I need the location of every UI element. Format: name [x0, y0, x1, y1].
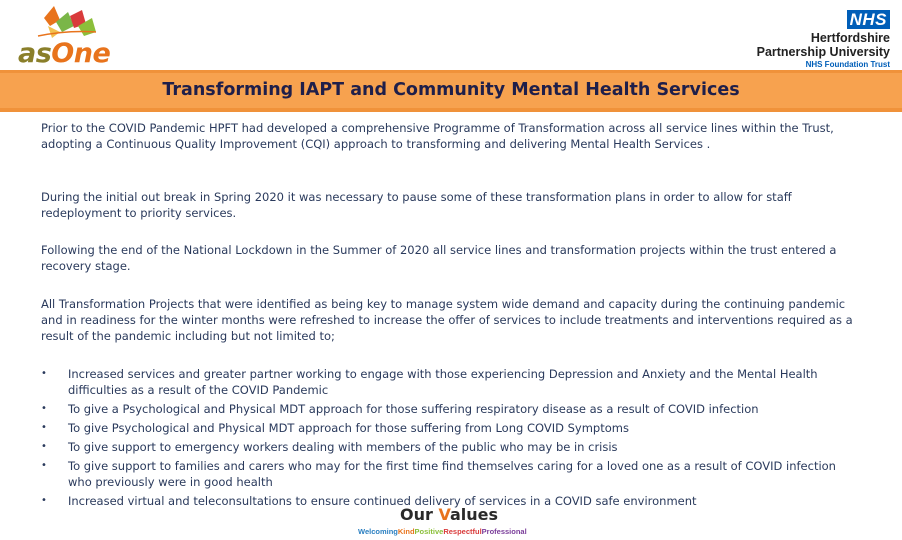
- our-values-title: [400, 505, 498, 524]
- value-word-positive: Positive: [414, 527, 444, 536]
- page-title: Transforming IAPT and Community Mental Health Services: [162, 80, 740, 100]
- our-values-words: [358, 527, 527, 536]
- as-one-text-one: One: [51, 38, 111, 69]
- bullet-item: [41, 439, 861, 455]
- bullet-icon: •: [41, 403, 47, 414]
- as-one-text-as: as: [18, 38, 52, 69]
- paragraph-3: Following the end of the National Lockdown in the Summer of 2020 all service lines and transformation projects within the trust entered a recovery stage.: [41, 243, 837, 273]
- bullet-text: To give support to emergency workers dealing with members of the public who may be in crisis: [68, 440, 618, 454]
- bullet-text: To give Psychological and Physical MDT approach for those suffering from Long COVID Symptoms: [68, 421, 629, 435]
- value-word-respectful: Respectful: [443, 527, 482, 536]
- nhs-org-name-line2: Partnership University: [756, 45, 890, 59]
- our-values-rest: alues: [449, 505, 499, 524]
- bullet-text: To give support to families and carers who may for the first time find themselves caring for a loved one as a result of COVID infection who previously were in good health: [68, 459, 836, 489]
- value-word-professional: Professional: [481, 527, 527, 536]
- nhs-org-name-line1: Hertfordshire: [810, 31, 890, 45]
- bullet-text: To give a Psychological and Physical MDT approach for those suffering respiratory disease as a result of COVID infection: [68, 402, 759, 416]
- bullet-icon: •: [41, 495, 47, 506]
- paragraph-2: During the initial out break in Spring 2020 it was necessary to pause some of these transformation plans in order to allow for staff redeployment to priority services.: [41, 190, 792, 220]
- value-word-welcoming: Welcoming: [358, 527, 398, 536]
- nhs-trust-line: NHS Foundation Trust: [805, 60, 890, 69]
- value-word-kind: Kind: [397, 527, 415, 536]
- bullet-icon: •: [41, 441, 47, 452]
- our-values-logo: [356, 505, 546, 539]
- bullet-icon: •: [41, 460, 47, 471]
- our-values-v: V: [438, 505, 450, 524]
- bullet-icon: •: [41, 368, 47, 379]
- nhs-badge: NHS: [847, 10, 890, 29]
- paragraph-4: All Transformation Projects that were identified as being key to manage system wide demand and capacity during the continuing pandemic and in readiness for the winter months were refreshed to increase the offer of services to include treatments and interventions required as a result of the pandemic including but not limited to;: [41, 297, 853, 343]
- bullet-list: [41, 366, 861, 512]
- bullet-text: Increased services and greater partner working to engage with those experiencing Depression and Anxiety and the Mental Health difficulties as a result of the COVID Pandemic: [68, 367, 818, 397]
- bullet-item: [41, 366, 861, 398]
- bullet-item: [41, 401, 861, 417]
- bullet-text: Increased virtual and teleconsultations to ensure continued delivery of services in a COVID safe environment: [68, 494, 697, 508]
- as-one-logo: [8, 4, 111, 69]
- our-values-our: Our: [400, 505, 439, 524]
- bullet-item: [41, 420, 861, 436]
- paragraph-1: Prior to the COVID Pandemic HPFT had developed a comprehensive Programme of Transformation across all service lines within the Trust, adopting a Continuous Quality Improvement (CQI) approach to transforming and delivering Mental Health Services .: [41, 121, 834, 151]
- nhs-trust-logo: [672, 8, 892, 69]
- bullet-item: [41, 458, 861, 490]
- as-one-wordmark: [18, 38, 110, 69]
- bullet-icon: •: [41, 422, 47, 433]
